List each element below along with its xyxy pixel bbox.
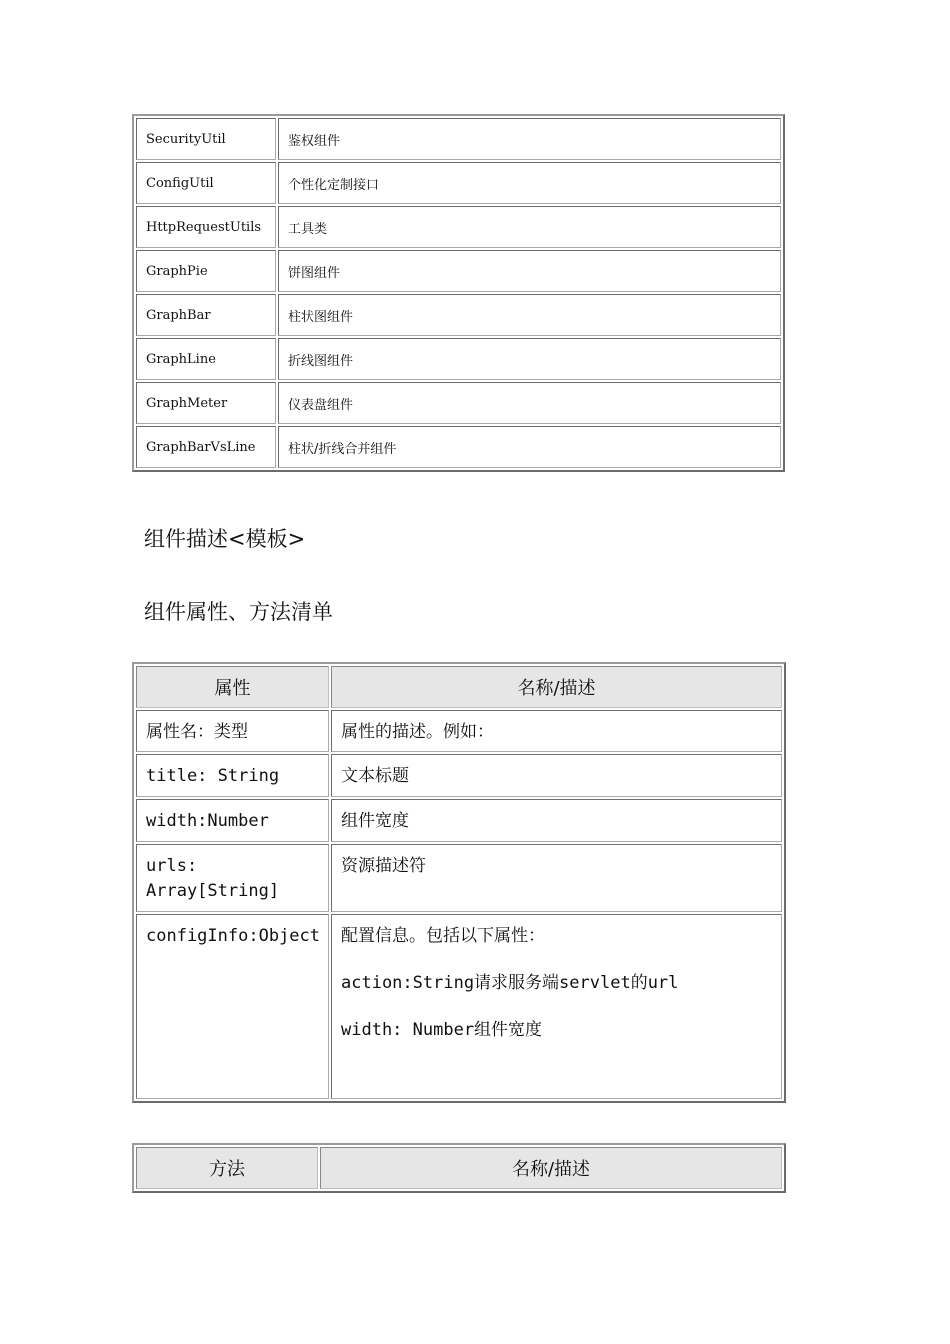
desc-line: action:String请求服务端servlet的url [341, 973, 679, 993]
column-header-description: 名称/描述 [320, 1147, 782, 1189]
method-table [132, 1143, 786, 1193]
table-row [136, 294, 781, 336]
table-row [136, 206, 781, 248]
component-name: ConfigUtil [136, 162, 276, 204]
desc-line: 属性的描述。例如： [341, 722, 494, 742]
table-row [136, 426, 781, 468]
property-desc [331, 799, 782, 842]
desc-line: 配置信息。包括以下属性： [341, 926, 545, 946]
component-desc: 柱状/折线合并组件 [278, 426, 781, 468]
component-name: GraphBar [136, 294, 276, 336]
property-desc [331, 710, 782, 752]
table-row [136, 799, 782, 842]
table-row [136, 710, 782, 752]
table-row [136, 118, 781, 160]
table-row [136, 338, 781, 380]
component-name: GraphLine [136, 338, 276, 380]
component-name: GraphBarVsLine [136, 426, 276, 468]
components-table [132, 114, 785, 472]
header-row [136, 666, 782, 708]
property-name: configInfo:Object [136, 914, 329, 1099]
section-heading-list: 组件属性、方法清单 [144, 600, 333, 624]
desc-line: 文本标题 [341, 766, 409, 786]
table-row [136, 844, 782, 912]
table-row [136, 162, 781, 204]
component-name: GraphMeter [136, 382, 276, 424]
component-name: SecurityUtil [136, 118, 276, 160]
desc-line: width: Number组件宽度 [341, 1020, 543, 1040]
property-desc [331, 844, 782, 912]
column-header-property: 属性 [136, 666, 329, 708]
property-name: urls: Array[String] [136, 844, 329, 912]
section-heading-template: 组件描述<模板> [144, 527, 306, 551]
component-desc: 折线图组件 [278, 338, 781, 380]
desc-line: 组件宽度 [341, 811, 409, 831]
table-row [136, 914, 782, 1099]
component-name: HttpRequestUtils [136, 206, 276, 248]
component-desc: 工具类 [278, 206, 781, 248]
property-name: title: String [136, 754, 329, 797]
property-desc [331, 754, 782, 797]
component-desc: 个性化定制接口 [278, 162, 781, 204]
component-desc: 仪表盘组件 [278, 382, 781, 424]
desc-line: 资源描述符 [341, 856, 426, 876]
component-desc: 饼图组件 [278, 250, 781, 292]
property-name: 属性名：类型 [136, 710, 329, 752]
column-header-method: 方法 [136, 1147, 318, 1189]
table-row [136, 250, 781, 292]
table-row [136, 382, 781, 424]
table-row [136, 754, 782, 797]
property-name: width:Number [136, 799, 329, 842]
property-table [132, 662, 786, 1103]
property-desc [331, 914, 782, 1099]
component-name: GraphPie [136, 250, 276, 292]
component-desc: 鉴权组件 [278, 118, 781, 160]
component-desc: 柱状图组件 [278, 294, 781, 336]
header-row [136, 1147, 782, 1189]
column-header-description: 名称/描述 [331, 666, 782, 708]
